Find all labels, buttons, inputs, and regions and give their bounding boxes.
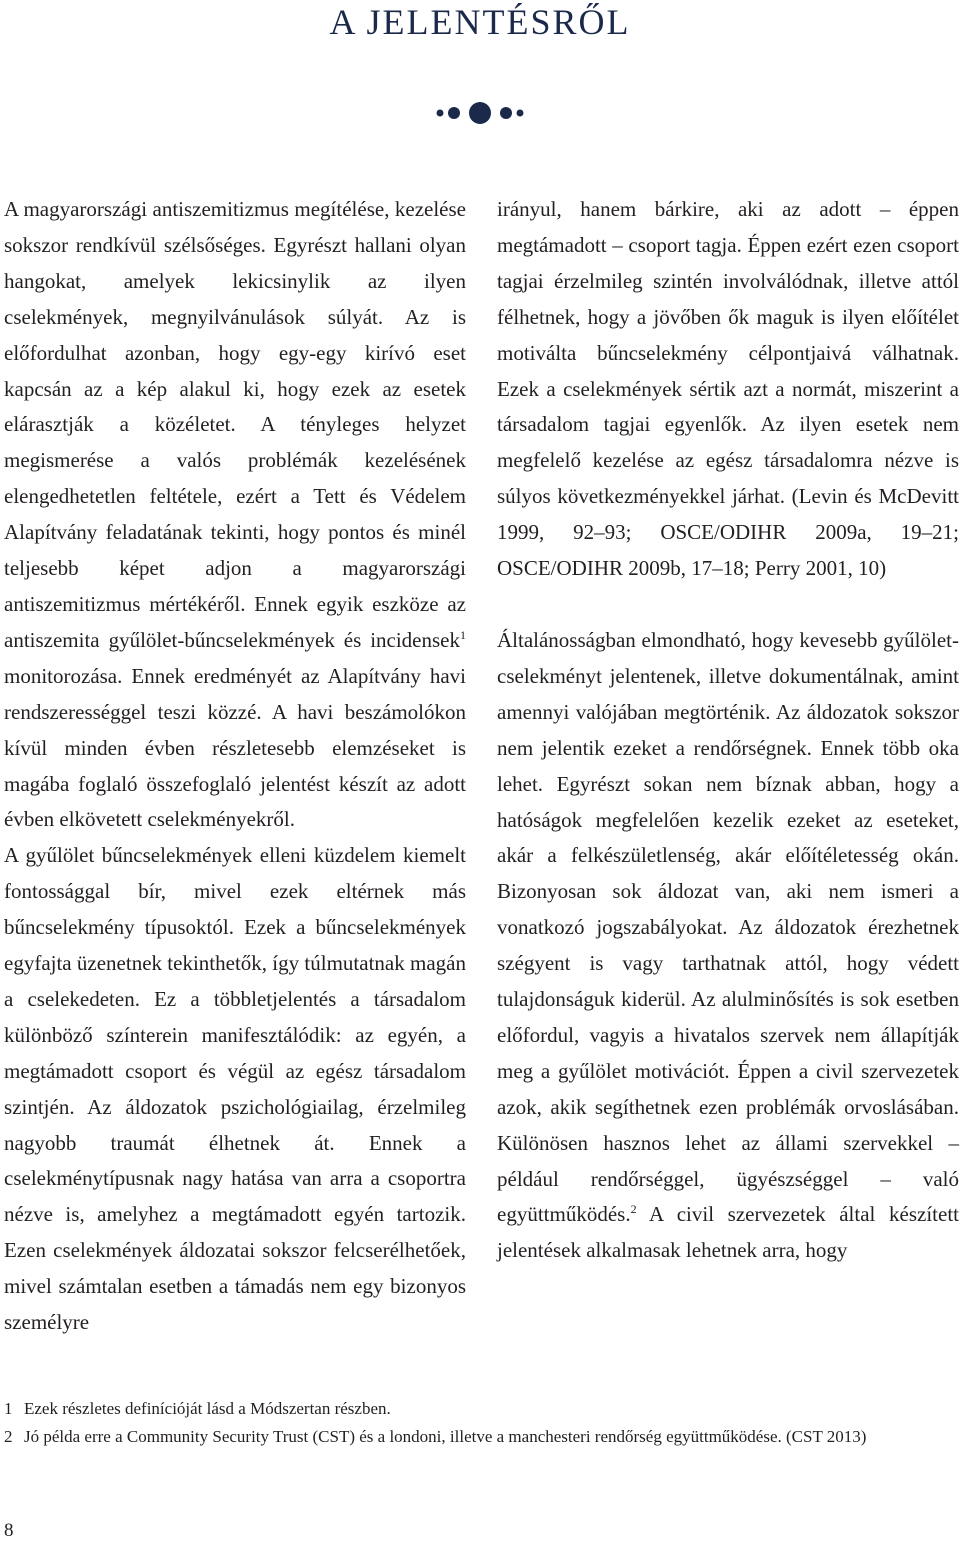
footnote-ref[interactable]: 1 (460, 627, 466, 642)
footnote-number: 2 (4, 1427, 13, 1446)
left-column (4, 192, 466, 1341)
footnote (4, 1423, 956, 1451)
page-title: A JELENTÉSRŐL (329, 2, 631, 42)
page-number: 8 (4, 1520, 14, 1541)
footnote (4, 1395, 956, 1423)
footnote-text: Jó példa erre a Community Security Trust (CST) és a londoni, illetve a manchesteri rendőrség együttműködése. (CST 2013) (24, 1427, 867, 1446)
dots-divider-icon (433, 98, 527, 128)
footnote-number: 1 (4, 1399, 13, 1418)
paragraph: A gyűlölet bűncselekmények elleni küzdelem kiemelt fontossággal bír, mivel ezek eltérnek más bűncselekmény típusoktól. Ezek a bűncselekmények egyfajta üzenetnek tekinthetők, így túlmutatnak magán a cselekedeten. Ez a többletjelentés a társadalom különböző színterein manifesztálódik: az egyén, a megtámadott csoport és végül az egész társadalom szintjén. Az áldozatok pszichológiailag, érzelmileg nagyobb traumát élhetnek át. Ennek a cselekménytípusnak nagy hatása van arra a csoportra nézve is, amelyhez a megtámadott egyén tartozik. Ezen cselekmények áldozatai sokszor felcserélhetőek, mivel számtalan esetben a támadás nem egy bizonyos személyre (4, 843, 466, 1335)
paragraph: irányul, hanem bárkire, aki az adott – éppen megtámadott – csoport tagja. Éppen ezért ezen csoport tagjai érzelmileg szintén involválódnak, illetve attól félhetnek, hogy a jövőben ők maguk is ilyen előítélet motiválta bűncselekmény célpontjaivá válhatnak. Ezek a cselekmények sértik azt a normát, miszerint a társadalom tagjai egyenlők. Az ilyen esetek nem megfelelő kezelése az egész társadalomra nézve is súlyos következményekkel járhat. (Levin és McDevitt 1999, 92–93; OSCE/ODIHR 2009a, 19–21; OSCE/ODIHR 2009b, 17–18; Perry 2001, 10) (497, 197, 959, 581)
footnote-ref[interactable]: 2 (630, 1202, 637, 1217)
footnotes (4, 1395, 956, 1451)
paragraph: Általánosságban elmondható, hogy kevesebb gyűlölet-cselekményt jelentenek, illetve dokumentálnak, amint amennyi valójában megtörténik. Az áldozatok sokszor nem jelentik ezeket a rendőrségnek. Ennek több oka lehet. Egyrészt sokan nem bíznak abban, hogy a hatóságok megfelelően kezelik ezeket az eseteket, akár a felkészületlenség, akár előítéletesség okán. Bizonyosan sok áldozat van, aki nem ismeri a vonatkozó jogszabályokat. Az áldozatok érezhetnek szégyent is vagy tarthatnak attól, hogy védett tulajdonságuk kiderül. Az alulminősítés is sok esetben előfordul, vagyis a hivatalos szervek nem állapítják meg a gyűlölet motivációt. Éppen a civil szervezetek azok, akik segíthetnek ezen problémák orvoslásában. Különösen hasznos lehet az állami szervekkel – például rendőrséggel, ügyészséggel – való együttműködés.$^2$ A civil szervezetek által készített jelentések alkalmasak lehetnek arra, hogy (497, 627, 959, 1263)
footnote-text: Ezek részletes definícióját lásd a Módszertan részben. (24, 1399, 391, 1418)
paragraph: A magyarországi antiszemitizmus megítélése, kezelése sokszor rendkívül szélsőséges. Egyrészt hallani olyan hangokat, amelyek lekicsinylik az ilyen cselekmények, megnyilvánulások súlyát. Az is előfordulhat azonban, hogy egy-egy kirívó eset kapcsán az a kép alakul ki, hogy ezek az esetek elárasztják a közéletet. A tényleges helyzet megismerése a valós problémák kezelésének elengedhetetlen feltétele, ezért a Tett és Védelem Alapítvány feladatának tekinti, hogy pontos és minél teljesebb képet adjon a magyarországi antiszemitizmus mértékéről. Ennek egyik eszköze az antiszemita gyűlölet-bűncselekmények és incidensek$^1$ monitorozása. Ennek eredményét az Alapítvány havi rendszerességgel teszi közzé. A havi beszámolókon kívül minden évben részletesebb elemzéseket is magába foglaló összefoglaló jelentést készít az adott évben elkövetett cselekményekről. (4, 197, 466, 832)
right-column (497, 192, 959, 1269)
